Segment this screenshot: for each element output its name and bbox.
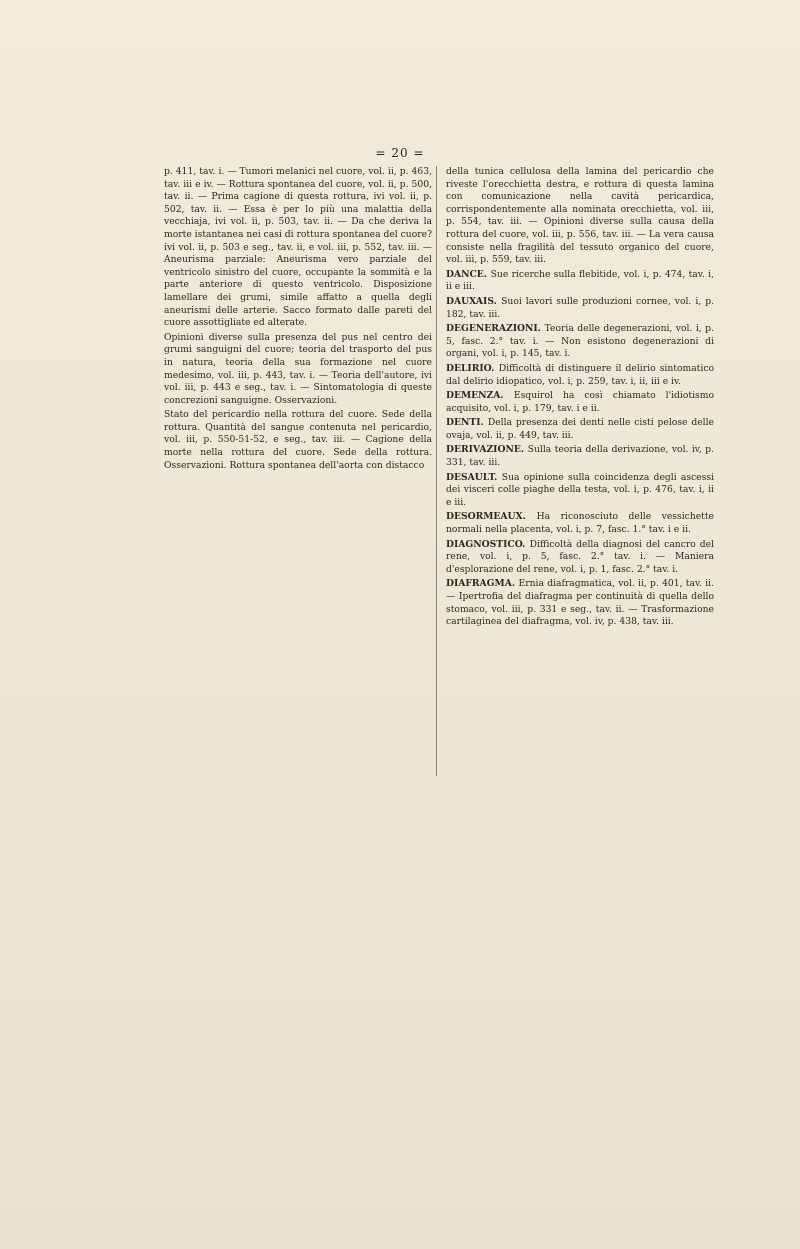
page-number-value: 20 — [391, 146, 409, 160]
index-entry-head: DESAULT. — [446, 471, 502, 483]
index-entry-head: DEGENERAZIONI. — [446, 323, 545, 335]
index-entry — [446, 296, 714, 321]
index-entry-head: DIAGNOSTICO. — [446, 538, 530, 550]
index-entry-head: DELIRIO. — [446, 362, 499, 374]
index-entry — [446, 417, 714, 442]
page-number: = 20 = — [375, 146, 425, 160]
left-paragraph-3: Stato del pericardio nella rottura del cuore. Sede della rottura. Quantità del sangue contenuta nel pericardio, vol. iii, p. 550-51-52, e seg., tav. iii. — Cagione della morte nella rottura del cuore. Sede della rottura. Osservazioni. Rottura spontanea dell'aorta con distacco — [164, 409, 432, 471]
index-entry — [446, 539, 714, 577]
index-entry-text: Della presenza dei denti nelle cisti pelose delle ovaja, vol. ii, p. 449, tav. iii. — [446, 417, 714, 441]
left-paragraph-2: Opinioni diverse sulla presenza del pus nel centro dei grumi sanguigni del cuore; teoria del trasporto del pus in natura, teoria della sua formazione nel cuore medesimo, vol. iii, p. 443, tav. i. — Teoria dell'autore, ivi vol. iii, p. 443 e seg., tav. i. — Sintomatologia di queste concrezioni sanguigne. Osservazioni. — [164, 331, 432, 406]
index-entry-text: Ha riconosciuto delle vessichette normali nella placenta, vol. i, p. 7, fasc. 1.° tav. i e ii. — [446, 511, 714, 536]
index-entry-text: Suoi lavori sulle produzioni cornee, vol. i, p. 182, tav. iii. — [446, 295, 714, 320]
index-entry-text: Difficoltà di distinguere il delirio sintomatico dal delirio idiopatico, vol. i, p. 259, tav. i, ii, iii e iv. — [446, 362, 714, 387]
index-entry-head: DIAFRAGMA. — [446, 578, 519, 590]
index-entry-text: Teoria delle degenerazioni, vol. i, p. 5, fasc. 2.° tav. i. — Non esistono degenerazioni di organi, vol. i, p. 145, tav. i. — [446, 323, 714, 360]
index-entry-text: Sua opinione sulla coincidenza degli ascessi dei visceri colle piaghe della testa, vol. i, p. 476, tav. i, ii e iii. — [446, 471, 714, 508]
index-entry-head: DESORMEAUX. — [446, 511, 537, 523]
index-entry — [446, 269, 714, 294]
index-entries — [446, 269, 714, 629]
index-entry — [446, 578, 714, 628]
index-entry-head: DEMENZA. — [446, 390, 514, 402]
left-column — [164, 166, 432, 474]
index-entry — [446, 390, 714, 415]
index-entry-text: Sue ricerche sulla flebitide, vol. i, p. 474, tav. i, ii e iii. — [446, 268, 714, 293]
index-entry-text: Ernia diafragmatica, vol. ii, p. 401, tav. ii. — Ipertrofia del diafragma per continuità di quella dello stomaco, vol. iii, p. 331 e seg., tav. ii. — Trasformazione cartilaginea del diafragma, vol. iv, p. 438, tav. iii. — [446, 578, 714, 628]
left-paragraph-1: p. 411, tav. i. — Tumori melanici nel cuore, vol. ii, p. 463, tav. iii e iv. — Rottura spontanea del cuore, vol. ii, p. 500, tav. ii. — Prima cagione di questa rottura, ivi vol. ii, p. 502, tav. ii. — Essa è per lo più una malattia della vecchiaja, ivi vol. ii, p. 503, tav. ii. — Da che deriva la morte istantanea nei casi di rottura spontanea del cuore? ivi vol. ii, p. 503 e seg., tav. ii, e vol. iii, p. 552, tav. iii. — Aneurisma parziale: Aneurisma vero parziale del ventricolo sinistro del cuore, occupante la sommità e la parte anteriore di questo ventricolo. Disposizione lamellare dei grumi, simile affatto a quella degli aneurismi delle arterie. Sacco formato dalle pareti del cuore assottigliate ed alterate. — [164, 166, 433, 329]
index-entry-text: Difficoltà della diagnosi del cancro del rene, vol. i, p. 5, fasc. 2.° tav. i. — Maniera d'esplorazione del rene, vol. i, p. 1, fasc. 2.° tav. i. — [446, 538, 715, 575]
right-column — [446, 166, 714, 631]
index-entry-head: DENTI. — [446, 417, 488, 429]
right-intro: della tunica cellulosa della lamina del pericardio che riveste l'orecchietta destra, e rottura di questa lamina con comunicazione nella cavità pericardica, corrispondentemente alla nominata orecchietta, vol. iii, p. 554, tav. iii. — Opinioni diverse sulla causa della rottura del cuore, vol. iii, p. 556, tav. iii. — La vera causa consiste nella fragilità del tessuto organico del cuore, vol. iii, p. 559, tav. iii. — [446, 166, 714, 266]
index-entry — [446, 323, 714, 361]
index-entry-head: DERIVAZIONE. — [446, 444, 528, 456]
index-entry-head: DAUXAIS. — [446, 295, 502, 307]
index-entry — [446, 511, 714, 536]
index-entry-text: Sulla teoria della derivazione, vol. iv, p. 331, tav. iii. — [446, 444, 714, 469]
index-entry — [446, 472, 714, 510]
column-divider — [436, 166, 437, 776]
index-entry — [446, 444, 714, 469]
index-entry-head: DANCE. — [446, 268, 491, 280]
index-entry — [446, 363, 714, 388]
index-entry-text: Esquirol ha così chiamato l'idiotismo acquisito, vol. i, p. 179, tav. i e ii. — [446, 390, 714, 414]
